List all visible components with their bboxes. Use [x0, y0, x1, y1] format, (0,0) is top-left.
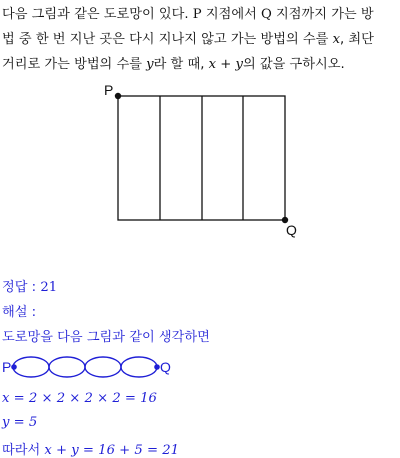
diagram-q-dot	[154, 364, 160, 370]
simplified-path-diagram	[0, 352, 200, 382]
equation-x	[2, 391, 157, 406]
diagram-p-label: P	[2, 359, 12, 375]
equation-sum-text: x + y = 16 + 5 = 21	[44, 443, 179, 458]
solution-label: 해설 :	[2, 305, 37, 320]
problem-line-1	[2, 2, 398, 27]
problem-line-2	[2, 27, 398, 52]
solution-intro: 도로망을 다음 그림과 같이 생각하면	[2, 330, 210, 345]
answer-value: 21	[40, 280, 58, 295]
equation-y	[2, 415, 37, 430]
problem-statement	[2, 2, 398, 77]
diagram-q-label: Q	[160, 359, 171, 375]
point-p-ref: P	[192, 7, 202, 22]
variable-x: x	[332, 32, 341, 47]
problem-text: 의 값을 구하시오.	[242, 57, 345, 72]
problem-text: , 최단	[340, 32, 374, 47]
equation-sum-prefix: 따라서	[2, 443, 41, 458]
variable-y: y	[146, 57, 154, 72]
path-loop-2	[49, 357, 85, 377]
problem-text: 다음 그림과 같은 도로망이 있다.	[2, 7, 189, 22]
equation-sum	[2, 439, 179, 458]
path-loop-1	[13, 357, 49, 377]
point-q-label: Q	[286, 222, 297, 238]
answer-line	[2, 276, 57, 295]
path-loop-3	[85, 357, 121, 377]
road-network-figure	[96, 82, 306, 242]
problem-text: 지점에서	[205, 7, 257, 22]
point-p-dot	[115, 93, 121, 99]
problem-text: 지점까지 가는 방	[276, 7, 374, 22]
expression-x-plus-y: x + y	[208, 57, 243, 72]
equation-x-text: x = 2 × 2 × 2 × 2 = 16	[2, 391, 157, 406]
problem-text: 법 중 한 번 지난 곳은 다시 지나지 않고 가는 방법의 수를	[2, 32, 329, 47]
point-q-ref: Q	[261, 7, 272, 22]
path-loop-4	[121, 357, 157, 377]
point-p-label: P	[104, 82, 114, 98]
answer-label: 정답 :	[2, 280, 37, 295]
diagram-p-dot	[11, 364, 17, 370]
problem-text: 라 할 때,	[153, 57, 205, 72]
problem-text: 거리로 가는 방법의 수를	[2, 57, 142, 72]
equation-y-text: y = 5	[2, 415, 38, 430]
problem-line-3	[2, 52, 398, 77]
